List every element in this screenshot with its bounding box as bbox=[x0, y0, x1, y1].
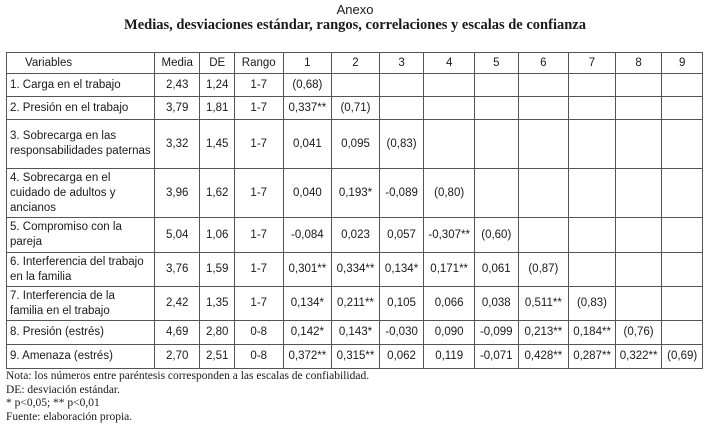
value-cell bbox=[424, 97, 475, 120]
column-header: 4 bbox=[424, 53, 475, 74]
value-cell: 0,211** bbox=[332, 287, 380, 321]
value-cell: 0,038 bbox=[474, 287, 518, 321]
note-de: DE: desviación estándar. bbox=[6, 383, 121, 396]
value-cell: (0,83) bbox=[379, 120, 424, 169]
variable-name-cell: 8. Presión (estrés) bbox=[7, 321, 155, 345]
value-cell: 0,061 bbox=[474, 253, 518, 287]
value-cell bbox=[424, 120, 475, 169]
value-cell: 1,24 bbox=[200, 74, 234, 97]
value-cell: 0,134* bbox=[283, 287, 332, 321]
value-cell: 1,62 bbox=[200, 169, 234, 218]
value-cell bbox=[474, 97, 518, 120]
value-cell bbox=[615, 169, 662, 218]
variable-name-cell: 9. Amenaza (estrés) bbox=[7, 345, 155, 369]
note-source: Fuente: elaboración propia. bbox=[6, 410, 133, 423]
value-cell bbox=[662, 97, 703, 120]
value-cell: 0,287** bbox=[569, 345, 616, 369]
value-cell: 1,06 bbox=[200, 218, 234, 253]
value-cell: (0,87) bbox=[518, 253, 569, 287]
value-cell bbox=[379, 74, 424, 97]
value-cell: 0,066 bbox=[424, 287, 475, 321]
value-cell: 0,057 bbox=[379, 218, 424, 253]
column-header: 9 bbox=[662, 53, 703, 74]
value-cell: 0,041 bbox=[283, 120, 332, 169]
annex-label: Anexo bbox=[336, 2, 374, 17]
value-cell bbox=[615, 120, 662, 169]
value-cell bbox=[569, 97, 616, 120]
value-cell: 1-7 bbox=[234, 120, 283, 169]
value-cell: 0,301** bbox=[283, 253, 332, 287]
value-cell: (0,83) bbox=[569, 287, 616, 321]
value-cell: 0,337** bbox=[283, 97, 332, 120]
column-header: 1 bbox=[283, 53, 332, 74]
value-cell bbox=[474, 169, 518, 218]
value-cell: 0,062 bbox=[379, 345, 424, 369]
column-header: Rango bbox=[234, 53, 283, 74]
value-cell bbox=[615, 253, 662, 287]
table-row bbox=[7, 169, 703, 218]
value-cell bbox=[518, 169, 569, 218]
value-cell: 0,143* bbox=[332, 321, 380, 345]
value-cell: 3,76 bbox=[154, 253, 200, 287]
value-cell bbox=[569, 74, 616, 97]
value-cell bbox=[615, 97, 662, 120]
value-cell: 1,45 bbox=[200, 120, 234, 169]
value-cell: -0,089 bbox=[379, 169, 424, 218]
value-cell: 0,213** bbox=[518, 321, 569, 345]
column-header: Media bbox=[154, 53, 200, 74]
value-cell bbox=[424, 74, 475, 97]
value-cell bbox=[518, 120, 569, 169]
column-header: 2 bbox=[332, 53, 380, 74]
value-cell: 0,511** bbox=[518, 287, 569, 321]
value-cell: (0,68) bbox=[283, 74, 332, 97]
value-cell bbox=[518, 74, 569, 97]
value-cell: 1-7 bbox=[234, 218, 283, 253]
value-cell bbox=[569, 169, 616, 218]
value-cell: -0,099 bbox=[474, 321, 518, 345]
value-cell: (0,80) bbox=[424, 169, 475, 218]
value-cell: 0,372** bbox=[283, 345, 332, 369]
note-significance: * p<0,05; ** p<0,01 bbox=[6, 397, 100, 409]
table-header-row bbox=[7, 53, 703, 74]
value-cell: 0,193* bbox=[332, 169, 380, 218]
variable-name-cell: 4. Sobrecarga en el cuidado de adultos y ancianos bbox=[7, 169, 155, 218]
value-cell: 0,315** bbox=[332, 345, 380, 369]
variable-name-cell: 3. Sobrecarga en las responsabilidades paternas bbox=[7, 120, 155, 169]
column-header: 3 bbox=[379, 53, 424, 74]
value-cell bbox=[662, 169, 703, 218]
value-cell: 3,96 bbox=[154, 169, 200, 218]
value-cell: 2,43 bbox=[154, 74, 200, 97]
value-cell bbox=[569, 218, 616, 253]
table-row bbox=[7, 218, 703, 253]
table-row bbox=[7, 321, 703, 345]
variable-name-cell: 5. Compromiso con la pareja bbox=[7, 218, 155, 253]
value-cell bbox=[569, 120, 616, 169]
value-cell bbox=[662, 321, 703, 345]
value-cell: 0,119 bbox=[424, 345, 475, 369]
value-cell: 1-7 bbox=[234, 287, 283, 321]
value-cell: 0,040 bbox=[283, 169, 332, 218]
table-row bbox=[7, 287, 703, 321]
value-cell: 1,35 bbox=[200, 287, 234, 321]
value-cell: 0-8 bbox=[234, 321, 283, 345]
value-cell: 3,32 bbox=[154, 120, 200, 169]
column-header: 5 bbox=[474, 53, 518, 74]
value-cell bbox=[615, 74, 662, 97]
value-cell: (0,60) bbox=[474, 218, 518, 253]
value-cell bbox=[662, 218, 703, 253]
value-cell: -0,030 bbox=[379, 321, 424, 345]
correlation-table bbox=[6, 52, 703, 369]
value-cell bbox=[662, 287, 703, 321]
table-row bbox=[7, 253, 703, 287]
value-cell bbox=[569, 253, 616, 287]
value-cell: 2,70 bbox=[154, 345, 200, 369]
value-cell: 4,69 bbox=[154, 321, 200, 345]
value-cell: 0,090 bbox=[424, 321, 475, 345]
value-cell bbox=[662, 74, 703, 97]
value-cell: 1,81 bbox=[200, 97, 234, 120]
value-cell: 0,134* bbox=[379, 253, 424, 287]
column-header: Variables bbox=[7, 53, 155, 74]
value-cell: 0,334** bbox=[332, 253, 380, 287]
table-title: Medias, desviaciones estándar, rangos, correlaciones y escalas de confianza bbox=[124, 17, 586, 33]
value-cell: -0,071 bbox=[474, 345, 518, 369]
value-cell: 1-7 bbox=[234, 169, 283, 218]
value-cell bbox=[615, 287, 662, 321]
value-cell: 0,428** bbox=[518, 345, 569, 369]
variable-name-cell: 6. Interferencia del trabajo en la familia bbox=[7, 253, 155, 287]
column-header: 8 bbox=[615, 53, 662, 74]
table-row bbox=[7, 97, 703, 120]
value-cell: (0,76) bbox=[615, 321, 662, 345]
note-reliability: Nota: los números entre paréntesis corresponden a las escalas de confiabilidad. bbox=[6, 370, 370, 382]
value-cell: (0,69) bbox=[662, 345, 703, 369]
value-cell: 0,184** bbox=[569, 321, 616, 345]
column-header: DE bbox=[200, 53, 234, 74]
value-cell: 1-7 bbox=[234, 253, 283, 287]
table-notes bbox=[6, 370, 369, 424]
value-cell: -0,084 bbox=[283, 218, 332, 253]
value-cell bbox=[518, 97, 569, 120]
value-cell bbox=[474, 74, 518, 97]
column-header: 6 bbox=[518, 53, 569, 74]
value-cell: 1-7 bbox=[234, 74, 283, 97]
value-cell: 0,142* bbox=[283, 321, 332, 345]
value-cell bbox=[615, 218, 662, 253]
value-cell: 0-8 bbox=[234, 345, 283, 369]
table-row bbox=[7, 345, 703, 369]
value-cell: 3,79 bbox=[154, 97, 200, 120]
value-cell: 5,04 bbox=[154, 218, 200, 253]
value-cell bbox=[379, 97, 424, 120]
value-cell: 0,095 bbox=[332, 120, 380, 169]
table-row bbox=[7, 74, 703, 97]
value-cell: 0,171** bbox=[424, 253, 475, 287]
value-cell: 1,59 bbox=[200, 253, 234, 287]
value-cell: 0,023 bbox=[332, 218, 380, 253]
variable-name-cell: 2. Presión en el trabajo bbox=[7, 97, 155, 120]
column-header: 7 bbox=[569, 53, 616, 74]
value-cell: 0,322** bbox=[615, 345, 662, 369]
value-cell bbox=[662, 253, 703, 287]
value-cell bbox=[474, 120, 518, 169]
value-cell: 1-7 bbox=[234, 97, 283, 120]
table-row bbox=[7, 120, 703, 169]
variable-name-cell: 7. Interferencia de la familia en el trabajo bbox=[7, 287, 155, 321]
value-cell: 2,80 bbox=[200, 321, 234, 345]
value-cell: -0,307** bbox=[424, 218, 475, 253]
value-cell: 2,51 bbox=[200, 345, 234, 369]
value-cell: 2,42 bbox=[154, 287, 200, 321]
value-cell: 0,105 bbox=[379, 287, 424, 321]
value-cell bbox=[332, 74, 380, 97]
value-cell: (0,71) bbox=[332, 97, 380, 120]
value-cell bbox=[662, 120, 703, 169]
variable-name-cell: 1. Carga en el trabajo bbox=[7, 74, 155, 97]
value-cell bbox=[518, 218, 569, 253]
